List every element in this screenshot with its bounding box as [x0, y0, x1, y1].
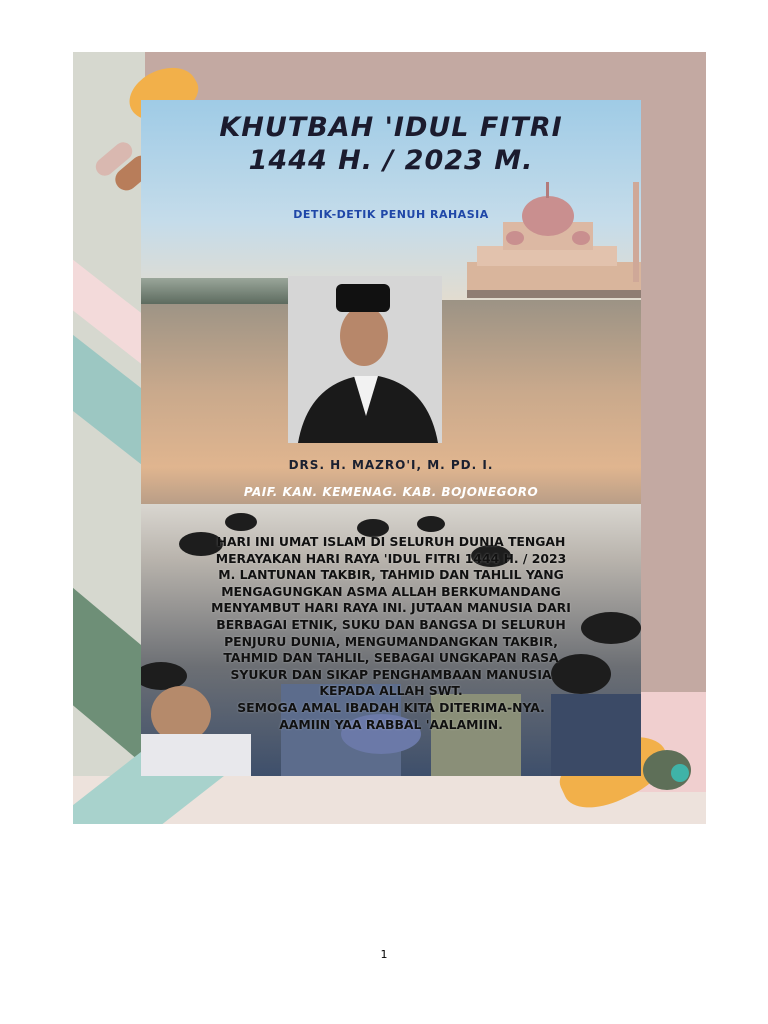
message-line: MENYAMBUT HARI RAYA INI. JUTAAN MANUSIA DARI — [211, 600, 571, 616]
author-portrait — [288, 276, 442, 443]
message-line: MENGAGUNGKAN ASMA ALLAH BERKUMANDANG — [221, 583, 561, 599]
decorative-dot — [671, 764, 689, 782]
cover-subtitle: DETIK-DETIK PENUH RAHASIA — [293, 208, 489, 221]
eid-message — [147, 534, 635, 733]
message-line: KEPADA ALLAH SWT. — [319, 683, 463, 699]
cover-title-line-2: 1444 H. / 2023 M. — [248, 145, 534, 176]
cover-poster — [141, 100, 641, 776]
background-shoreline — [141, 278, 301, 304]
author-name: DRS. H. MAZRO'I, M. PD. I. — [288, 458, 494, 472]
message-line: SEMOGA AMAL IBADAH KITA DITERIMA-NYA. — [237, 699, 545, 715]
message-line: MERAYAKAN HARI RAYA 'IDUL FITRI 1444 H. / 2023 — [215, 550, 567, 566]
message-line: TAHMID DAN TAHLIL, SEBAGAI UNGKAPAN RASA — [223, 650, 559, 666]
message-line: HARI INI UMAT ISLAM DI SELURUH DUNIA TENGAH — [216, 534, 566, 549]
page-number: 1 — [380, 948, 388, 961]
message-line: PENJURU DUNIA, MENGUMANDANGKAN TAKBIR, — [224, 633, 558, 649]
message-line: AAMIIN YAA RABBAL 'AALAMIIN. — [279, 716, 503, 732]
cover-title-line-1: KHUTBAH 'IDUL FITRI — [219, 112, 563, 143]
mosque-image — [457, 182, 641, 306]
message-line: BERBAGAI ETNIK, SUKU DAN BANGSA DI SELURUH — [216, 616, 566, 632]
author-role: PAIF. KAN. KEMENAG. KAB. BOJONEGORO — [243, 485, 539, 499]
author-photo — [288, 276, 442, 443]
message-line: SYUKUR DAN SIKAP PENGHAMBAAN MANUSIA — [230, 666, 552, 682]
message-line: M. LANTUNAN TAKBIR, TAHMID DAN TAHLIL YANG — [218, 567, 564, 583]
